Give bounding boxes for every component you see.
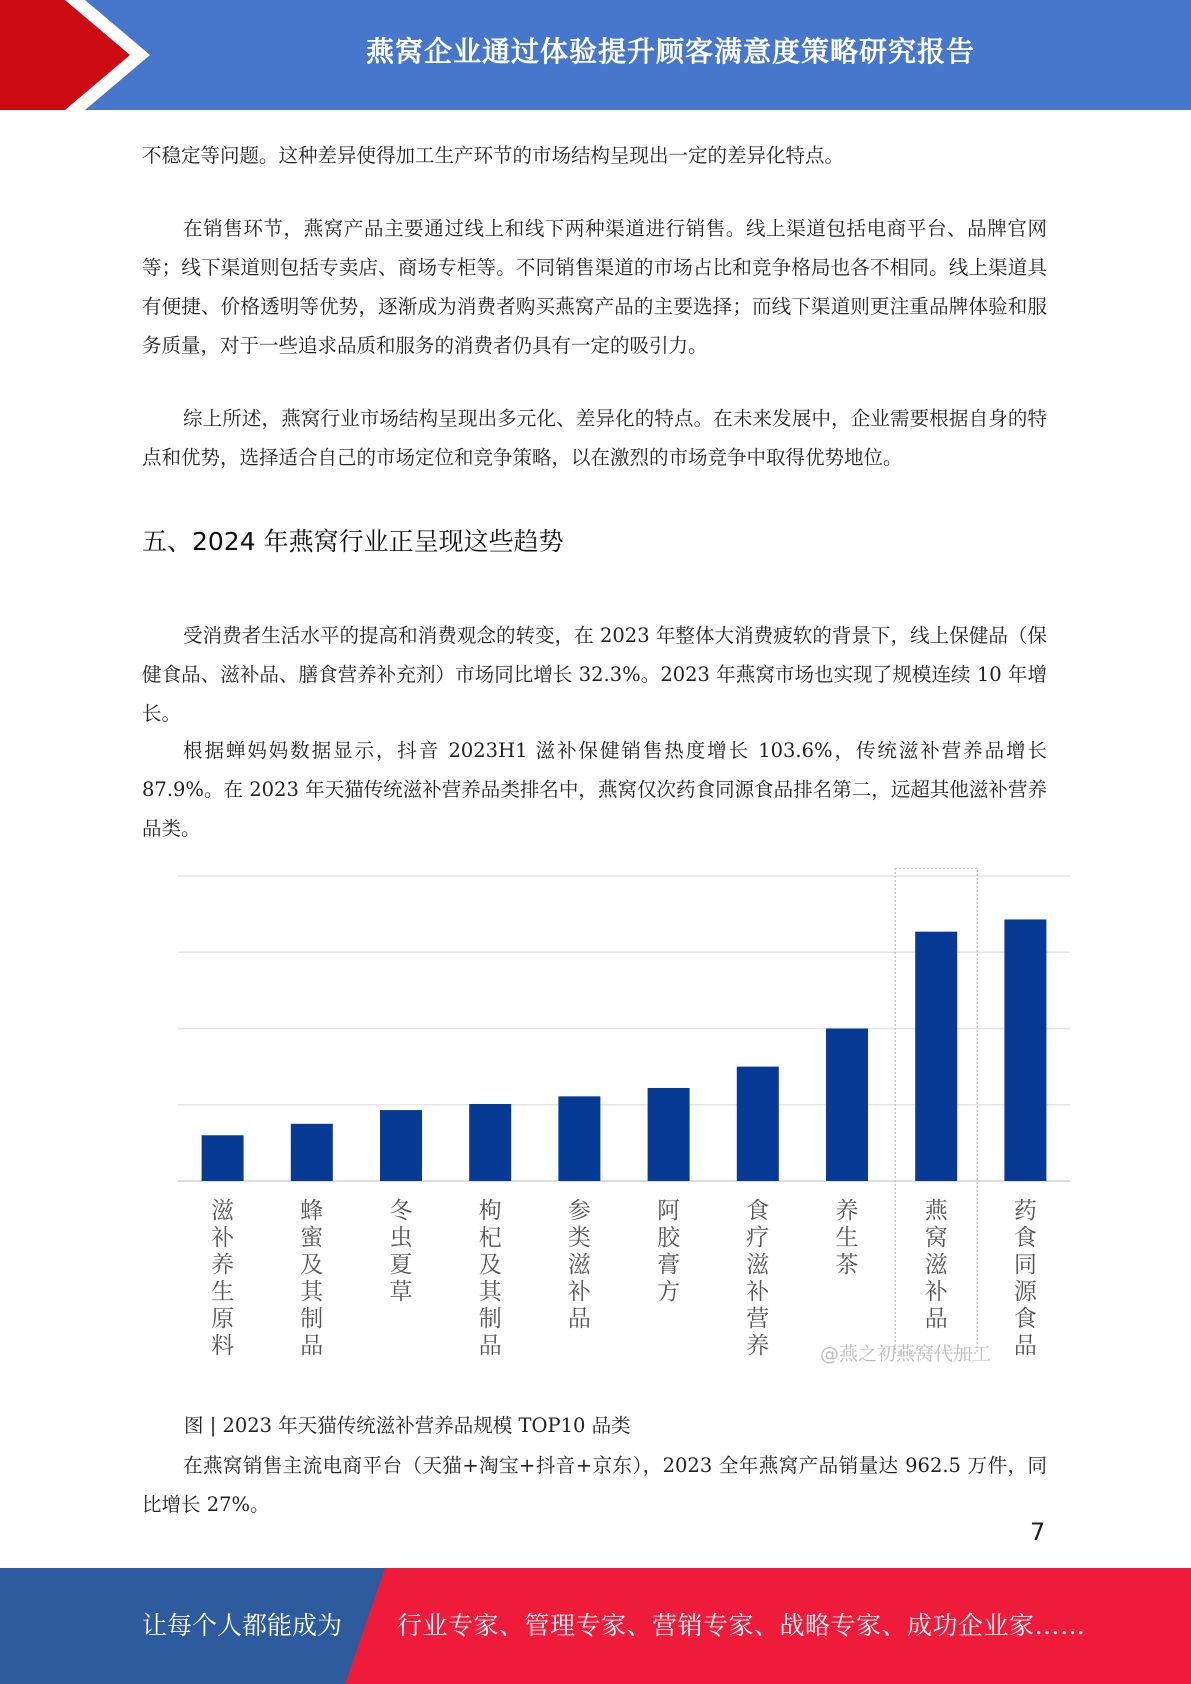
paragraph-3: 综上所述，燕窝行业市场结构呈现出多元化、差异化的特点。在未来发展中，企业需要根据自身的特点和优势，选择适合自己的市场定位和竞争策略，以在激烈的市场竞争中取得优势地位。 (142, 407, 1047, 469)
bar-3 (380, 1110, 422, 1181)
bar-7 (737, 1067, 779, 1181)
tick-label-2: 蜂蜜及其制品 (300, 1198, 324, 1359)
tick-label-9: 燕窝滋补品 (924, 1198, 948, 1332)
figure-caption: 图 | 2023 年天猫传统滋补营养品规模 TOP10 品类 (184, 1414, 631, 1437)
bar-1 (202, 1135, 244, 1181)
bar-6 (648, 1088, 690, 1181)
tick-label-4: 枸杞及其制品 (478, 1198, 502, 1359)
page-header (0, 0, 1191, 110)
tick-label-10: 药食同源食品 (1013, 1198, 1037, 1359)
footer-right-text: 行业专家、管理专家、营销专家、战略专家、成功企业家…… (397, 1611, 1086, 1640)
section-heading: 五、2024 年燕窝行业正呈现这些趋势 (142, 527, 564, 556)
bar-5 (558, 1096, 600, 1181)
page-number: 7 (1030, 1518, 1046, 1546)
paragraph-5: 根据蝉妈妈数据显示，抖音 2023H1 滋补保健销售热度增长 103.6%，传统滋补营养品增长 87.9%。在 2023 年天猫传统滋补营养品类排名中，燕窝仅次药食同源食品排名第二，远超其他滋补营养品类。 (142, 739, 1047, 840)
header-title: 燕窝企业通过体验提升顾客满意度策略研究报告 (365, 35, 975, 68)
tick-label-7: 食疗滋补营养 (746, 1198, 770, 1359)
chart-bars (202, 919, 1047, 1181)
bar-chart (170, 868, 1075, 1383)
paragraph-1: 不稳定等问题。这种差异使得加工生产环节的市场结构呈现出一定的差异化特点。 (142, 144, 845, 167)
footer-left-text: 让每个人都能成为 (142, 1611, 343, 1640)
tick-label-8: 养生茶 (835, 1198, 859, 1278)
paragraph-6: 在燕窝销售主流电商平台（天猫+淘宝+抖音+京东），2023 全年燕窝产品销量达 962.5 万件，同比增长 27%。 (142, 1454, 1047, 1516)
tick-label-1: 滋补养生原料 (211, 1198, 235, 1359)
tick-label-6: 阿胶膏方 (657, 1198, 681, 1305)
chart-tick-labels (211, 1198, 1038, 1359)
chart-watermark: @燕之初燕窝代加工 (820, 1343, 992, 1365)
tick-label-3: 冬虫夏草 (389, 1198, 413, 1305)
tick-label-5: 参类滋补品 (567, 1198, 591, 1332)
paragraph-4: 受消费者生活水平的提高和消费观念的转变，在 2023 年整体大消费疲软的背景下，线上保健品（保健食品、滋补品、膳食营养补充剂）市场同比增长 32.3%。2023 年燕窝市场也实现了规模连续 10 年增长。 (142, 624, 1047, 725)
bar-10 (1004, 919, 1046, 1181)
page-footer (0, 1568, 1191, 1684)
bar-4 (469, 1104, 511, 1181)
bar-8 (826, 1029, 868, 1182)
bar-9 (915, 932, 957, 1181)
bar-2 (291, 1124, 333, 1181)
paragraph-2: 在销售环节，燕窝产品主要通过线上和线下两种渠道进行销售。线上渠道包括电商平台、品牌官网等；线下渠道则包括专卖店、商场专柜等。不同销售渠道的市场占比和竞争格局也各不相同。线上渠道具有便捷、价格透明等优势，逐渐成为消费者购买燕窝产品的主要选择；而线下渠道则更注重品牌体验和服务质量，对于一些追求品质和服务的消费者仍具有一定的吸引力。 (142, 217, 1047, 357)
